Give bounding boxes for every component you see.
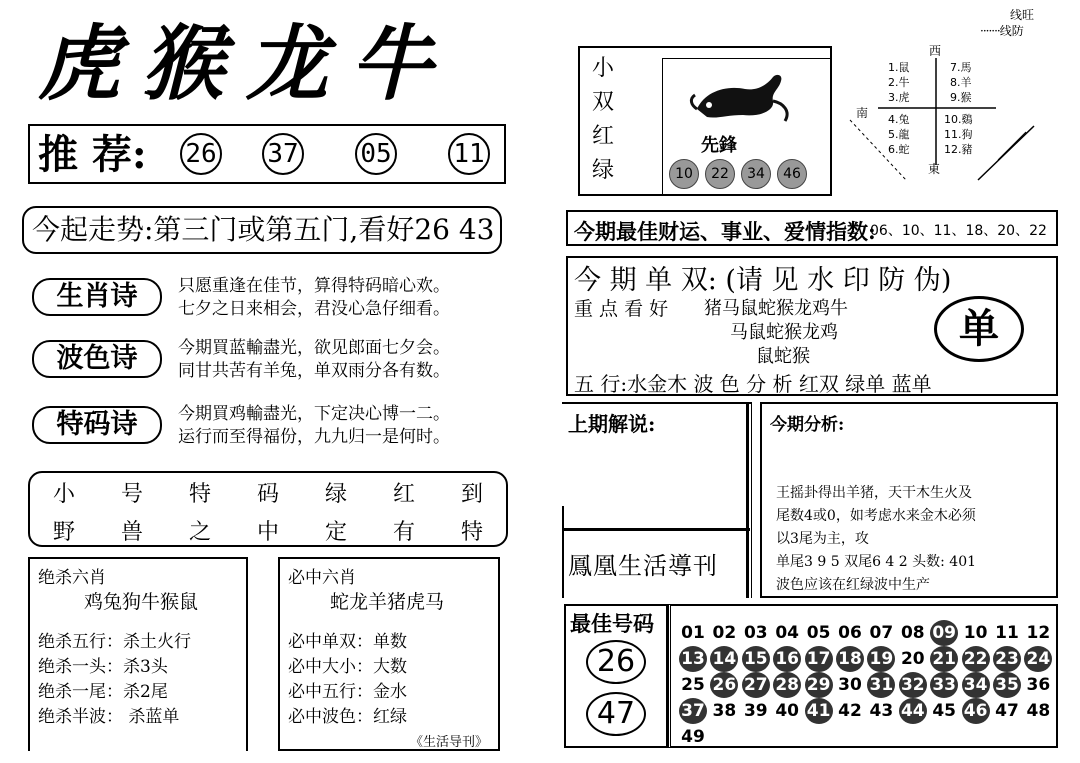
grid-number: 08: [900, 623, 925, 643]
focus-line: 猪马鼠蛇猴龙鸡牛: [704, 298, 848, 319]
grid-number: 09: [930, 620, 958, 646]
best-label: 最佳号码: [570, 611, 654, 636]
pioneer-label: 先鋒: [701, 135, 737, 156]
compass-zodiac: 2.牛: [888, 76, 910, 89]
grid-number: 37: [679, 698, 707, 724]
grid-number: 47: [995, 701, 1019, 721]
grid-number: 30: [838, 675, 862, 695]
grid-number: 03: [743, 623, 768, 643]
recommend-number: 26: [180, 133, 222, 175]
compass-zodiac: 4.兔: [888, 113, 910, 126]
poem-line: 今期買蓝輸盡光，欲见郎面七夕会。: [178, 338, 450, 358]
grid-number: 19: [867, 646, 895, 672]
hint-char: 号: [120, 482, 143, 507]
hint-char: 到: [460, 482, 483, 507]
poem-line: 同甘共苦有羊兔，单双雨分各有数。: [178, 361, 450, 381]
compass-zodiac: 10.鷄: [944, 113, 973, 126]
kill-item: 绝杀五行：杀土火行: [38, 632, 191, 652]
compass-zodiac: 7.馬: [950, 61, 972, 74]
hint-char: 有: [392, 520, 415, 545]
pioneer-number: 22: [705, 159, 735, 189]
grid-number: 40: [775, 701, 800, 721]
hint-char: 中: [256, 520, 279, 545]
panel-divider: [746, 402, 749, 598]
analysis-text: [776, 482, 976, 597]
poem-tag: 生肖诗: [32, 278, 162, 316]
grid-number: 07: [869, 623, 894, 643]
hint-characters: [28, 471, 508, 547]
grid-number: 46: [962, 698, 990, 724]
recommend-number: 11: [448, 133, 490, 175]
corner-label-top: 线旺: [1010, 8, 1035, 22]
best-number: 26: [586, 640, 646, 684]
poem-line: 今期買鸡輸盡光，下定决心博一二。: [178, 404, 450, 424]
must-item: 必中五行：金水: [288, 682, 407, 702]
compass-zodiac-list: [888, 60, 910, 105]
kill-item: 绝杀半波： 杀蓝单: [38, 707, 180, 727]
compass-zodiac: 3.虎: [888, 91, 910, 104]
compass-zodiac: 6.蛇: [888, 143, 910, 156]
rat-icon: [687, 65, 797, 129]
last-issue-label: 上期解说:: [568, 412, 656, 436]
recommend-number: 37: [262, 133, 304, 175]
analysis-line: 波色应该在红绿波中生产: [776, 577, 930, 593]
hint-char: 码: [256, 482, 279, 507]
pioneer-panel: [662, 58, 830, 194]
compass-east: 東: [928, 162, 941, 176]
kill-item: 绝杀一尾：杀2尾: [38, 682, 168, 702]
hint-char: 之: [188, 520, 211, 545]
grid-number: 05: [806, 623, 831, 643]
analysis-title: 今期分析:: [770, 415, 845, 435]
last-issue-panel: [560, 402, 752, 598]
best-numbers-box: [564, 604, 668, 748]
panel-divider: [751, 402, 752, 598]
grid-number: 31: [867, 672, 895, 698]
must-item: 必中单双：单数: [288, 632, 407, 652]
hint-char: 定: [324, 520, 347, 545]
grid-number: 44: [899, 698, 927, 724]
brand-logo: 鳳凰生活導刊: [568, 552, 718, 580]
grid-number: 39: [743, 701, 768, 721]
recommend-number: 05: [355, 133, 397, 175]
focus-line: 马鼠蛇猴龙鸡: [730, 322, 838, 343]
grid-number: 12: [1026, 623, 1051, 643]
color-poem: [22, 334, 502, 386]
pioneer-number: 46: [777, 159, 807, 189]
compass-zodiac-list: [944, 112, 973, 157]
compass-zodiac-list: [888, 112, 910, 157]
grid-number: 20: [900, 649, 925, 669]
grid-number: 33: [930, 672, 958, 698]
small-char: 双: [592, 90, 615, 115]
must-item: 必中波色：红绿: [288, 707, 407, 727]
must-six-box: [278, 557, 500, 751]
grid-number: 26: [710, 672, 738, 698]
must-title: 必中六肖: [288, 568, 356, 588]
grid-number: 14: [710, 646, 738, 672]
compass-zodiac-list: [950, 60, 972, 105]
hint-row: [30, 515, 506, 546]
compass-zodiac: 1.鼠: [888, 61, 910, 74]
fortune-numbers: 06、10、11、18、20、22: [870, 223, 1047, 239]
grid-body: [679, 620, 1057, 748]
corner-label-bottom: [980, 22, 1024, 39]
grid-number: 13: [679, 646, 707, 672]
compass-zodiac: 5.龍: [888, 128, 910, 141]
small-char: 小: [592, 56, 615, 81]
grid-number: 17: [805, 646, 833, 672]
analysis-box: [760, 402, 1058, 598]
must-item: 必中大小：大数: [288, 657, 407, 677]
small-char: 红: [592, 124, 615, 149]
grid-number: 25: [681, 675, 705, 695]
grid-number: 04: [775, 623, 800, 643]
single-badge: 单: [934, 296, 1024, 362]
pioneer-box: [578, 46, 832, 196]
grid-number: 18: [836, 646, 864, 672]
fortune-label: 今期最佳财运、事业、爱情指数:: [574, 219, 876, 244]
kill-item: 绝杀一头：杀3头: [38, 657, 168, 677]
grid-number: 16: [773, 646, 801, 672]
hint-char: 特: [460, 520, 483, 545]
analysis-line: 尾数4或0，如考虑水来金木必须: [776, 508, 976, 524]
grid-number: 48: [1026, 701, 1051, 721]
grid-number: 35: [993, 672, 1021, 698]
fortune-index-bar: [566, 210, 1058, 246]
grid-number: 15: [742, 646, 770, 672]
grid-number: 34: [962, 672, 990, 698]
kill-six: 鸡兔狗牛猴鼠: [84, 591, 199, 613]
grid-number: 27: [742, 672, 770, 698]
grid-number: 24: [1024, 646, 1052, 672]
corner-label-text: 线防: [999, 24, 1024, 38]
panel-rule: [564, 528, 750, 531]
grid-number: 38: [712, 701, 737, 721]
focus-label: 重 点 看 好: [574, 298, 669, 320]
compass-zodiac: 8.羊: [950, 76, 972, 89]
grid-number: 45: [932, 701, 957, 721]
grid-number: 10: [963, 623, 988, 643]
analysis-line: 单尾3 9 5 双尾6 4 2 头数: 401: [776, 554, 977, 570]
compass-west: 西: [929, 44, 942, 58]
analysis-line: 以3尾为主，攻: [776, 531, 869, 547]
dotted-leader: ·······: [980, 24, 1000, 38]
number-grid: [668, 604, 1058, 748]
grid-number: 01: [681, 623, 705, 643]
grid-number: 36: [1026, 675, 1051, 695]
grid-number: 42: [838, 701, 862, 721]
panel-rule: [562, 506, 564, 598]
grid-number: 06: [838, 623, 862, 643]
grid-number: 41: [805, 698, 833, 724]
pioneer-number: 34: [741, 159, 771, 189]
recommend-box: [28, 124, 506, 184]
pioneer-number: 10: [669, 159, 699, 189]
grid-number: 29: [805, 672, 833, 698]
poem-line: 七夕之日来相会，君没心急仔细看。: [178, 299, 450, 319]
grid-number: 11: [995, 623, 1019, 643]
hint-row: [30, 477, 506, 508]
small-chars: [592, 52, 622, 188]
special-poem: [22, 400, 502, 452]
page-title: 虎猴龙牛: [38, 16, 454, 112]
poem-tag: 特码诗: [32, 406, 162, 444]
best-number: 47: [586, 692, 646, 736]
compass-zodiac: 12.豬: [944, 143, 973, 156]
hint-char: 特: [188, 482, 211, 507]
grid-number: 02: [712, 623, 737, 643]
grid-number: 43: [869, 701, 894, 721]
compass-south: 南: [856, 106, 869, 120]
panel-rule: [562, 402, 752, 404]
trend-banner: 今起走势:第三门或第五门,看好26 43: [22, 206, 502, 254]
grid-number: 22: [962, 646, 990, 672]
poem-line: 运行而至得福份，九九归一是何时。: [178, 427, 450, 447]
compass-zodiac: 9.猴: [950, 91, 972, 104]
hint-char: 红: [392, 482, 415, 507]
element-color-analysis: 五 行:水金木 波 色 分 析 红双 绿单 蓝单: [574, 372, 932, 396]
kill-title: 绝杀六肖: [38, 568, 106, 588]
poem-tag: 波色诗: [32, 340, 162, 378]
kill-six-box: [28, 557, 248, 751]
zodiac-poem: [22, 272, 502, 324]
must-six: 蛇龙羊猪虎马: [330, 591, 445, 613]
pioneer-numbers: [669, 159, 807, 189]
grid-number: 23: [993, 646, 1021, 672]
analysis-line: 王摇卦得出羊猪，天干木生火及: [776, 485, 972, 501]
grid-number: 49: [681, 727, 705, 747]
hint-char: 绿: [324, 482, 347, 507]
grid-number: 28: [773, 672, 801, 698]
single-double-box: [566, 256, 1058, 396]
small-char: 绿: [592, 158, 615, 183]
hint-char: 兽: [120, 520, 143, 545]
compass-zodiac: 11.狗: [944, 128, 973, 141]
grid-number: 32: [899, 672, 927, 698]
hint-char: 小: [52, 482, 75, 507]
recommend-label: 推 荐:: [38, 131, 147, 178]
poem-line: 只愿重逢在佳节，算得特码暗心欢。: [178, 276, 450, 296]
single-double-head: 今 期 单 双: (请 见 水 印 防 伪): [574, 265, 952, 296]
hint-char: 野: [52, 520, 75, 545]
footer-magazine: 《生活导刊》: [410, 735, 489, 750]
focus-line: 鼠蛇猴: [756, 346, 810, 367]
grid-number: 21: [930, 646, 958, 672]
